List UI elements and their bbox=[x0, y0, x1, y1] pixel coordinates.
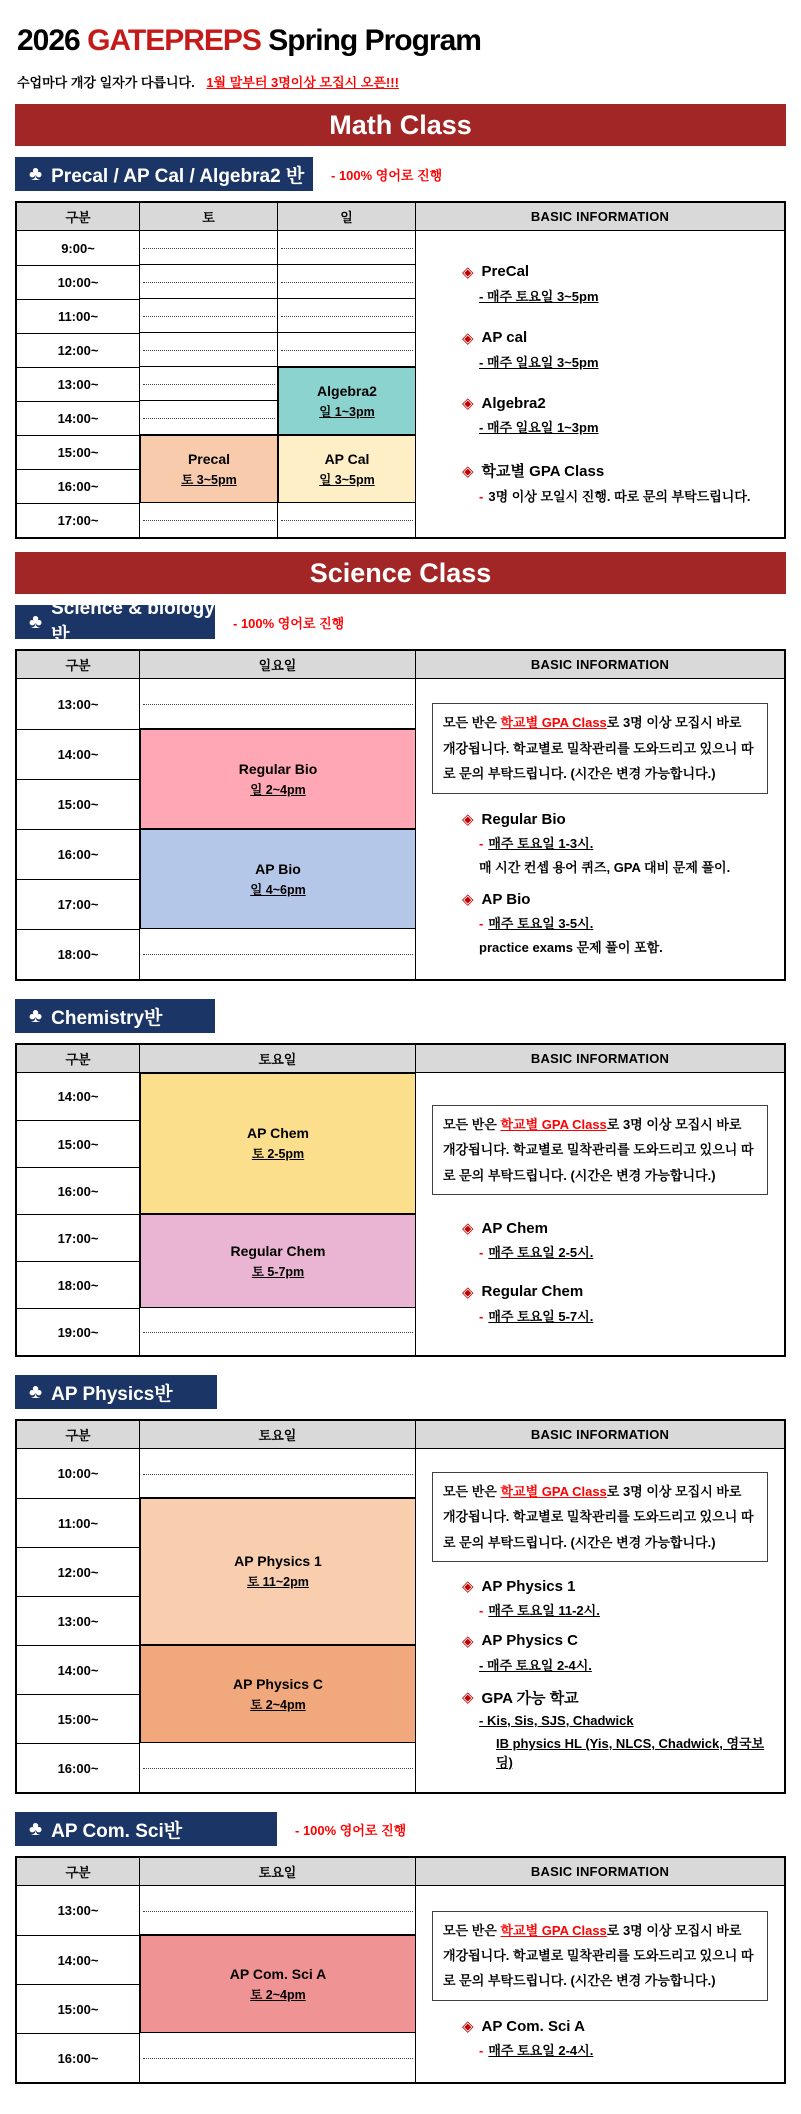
line-text: 매주 토요일 1-3시. bbox=[488, 836, 594, 851]
info-item-name: GPA 가능 학교 bbox=[481, 1689, 579, 1707]
hour-cell: 14:00~ bbox=[17, 1645, 139, 1694]
hour-cell: 12:00~ bbox=[17, 1547, 139, 1596]
class-block-time: 일 4~6pm bbox=[250, 882, 306, 897]
class-block bbox=[278, 435, 416, 503]
science-class-banner: Science Class bbox=[15, 552, 786, 594]
info-item-name: AP Bio bbox=[481, 890, 531, 908]
info-item-title bbox=[462, 263, 770, 281]
class-block-title: Regular Chem bbox=[230, 1242, 326, 1259]
hour-cell: 17:00~ bbox=[17, 503, 139, 537]
gpa-notice-box bbox=[432, 703, 768, 793]
notice-text: 학교별 GPA Class bbox=[500, 715, 607, 731]
table-header-cell-info: BASIC INFORMATION bbox=[530, 1427, 670, 1442]
hour-column bbox=[17, 231, 140, 537]
hour-cell: 14:00~ bbox=[17, 401, 139, 435]
class-block-title: AP Physics C bbox=[232, 1675, 323, 1692]
hour-cell: 10:00~ bbox=[57, 1466, 99, 1481]
section-title: Science & biology반 bbox=[51, 597, 215, 646]
timetable-chemistry bbox=[15, 1043, 786, 1357]
half-hour-dotted-line bbox=[143, 1332, 413, 1333]
section-title-banner bbox=[15, 999, 215, 1033]
info-item-name: AP Physics C bbox=[481, 1632, 578, 1650]
half-hour-dotted-line bbox=[281, 282, 413, 283]
info-item bbox=[462, 1687, 770, 1771]
half-hour-dotted-line bbox=[143, 520, 275, 521]
class-block-title: AP Cal bbox=[324, 450, 370, 467]
info-item-line bbox=[479, 352, 770, 371]
clover-icon: ♣ bbox=[29, 1004, 43, 1027]
info-item-line bbox=[479, 1242, 770, 1261]
line-text: 매주 토요일 5-7시. bbox=[488, 1308, 594, 1324]
info-item bbox=[462, 1632, 770, 1674]
diamond-icon: ◈ bbox=[462, 891, 474, 909]
section-header-math bbox=[15, 157, 786, 191]
table-header-cell-hour: 구분 bbox=[17, 651, 140, 678]
info-item-line bbox=[479, 1600, 770, 1619]
hour-cell: 14:00~ bbox=[57, 1089, 99, 1104]
timetable-comsci bbox=[15, 1856, 786, 2084]
line-text: 매주 토요일 2-4시. bbox=[488, 2043, 594, 2059]
info-item-line bbox=[479, 833, 770, 852]
class-block-title: Precal bbox=[187, 450, 231, 467]
clover-icon: ♣ bbox=[29, 162, 43, 185]
info-item-title bbox=[462, 1632, 770, 1650]
title-rest: Spring Program bbox=[268, 24, 481, 57]
hour-cell: 13:00~ bbox=[17, 1596, 139, 1645]
timetable-physics bbox=[15, 1419, 786, 1794]
clover-icon: ♣ bbox=[29, 1380, 43, 1403]
line-text: practice exams 문제 풀이 포함. bbox=[479, 940, 663, 956]
half-hour-dotted-line bbox=[281, 350, 413, 351]
section-title-banner bbox=[15, 1375, 217, 1409]
red-dash: - bbox=[479, 916, 484, 932]
row-line bbox=[140, 332, 415, 333]
info-item bbox=[462, 1219, 770, 1261]
section-header-physics bbox=[15, 1375, 786, 1409]
notice-text: 로 3명 이상 모집시 바로 개강됩니다. 학교별로 밀착관리를 도와드리고 있으니 따로 문의 부탁드립니다. (시간은 변경 가능합니다.) bbox=[443, 1922, 754, 1989]
hour-cell: 14:00~ bbox=[17, 1935, 139, 1984]
info-item-title bbox=[462, 394, 770, 412]
class-block bbox=[140, 1073, 416, 1214]
red-dash: - bbox=[479, 1603, 484, 1618]
red-dash: - bbox=[479, 2043, 484, 2059]
info-panel bbox=[416, 231, 784, 537]
clover-icon: ♣ bbox=[29, 1817, 43, 1840]
info-item bbox=[462, 2017, 770, 2059]
info-item-line bbox=[479, 286, 770, 305]
table-header-cell-info: BASIC INFORMATION bbox=[530, 1864, 670, 1879]
section-title: Precal / AP Cal / Algebra2 반 bbox=[51, 165, 305, 187]
info-item-name: AP Chem bbox=[481, 1219, 548, 1237]
gpa-notice-box bbox=[432, 1911, 768, 2001]
table-header-cell-day: 토요일 bbox=[140, 1045, 416, 1072]
class-block-title: AP Physics 1 bbox=[234, 1553, 322, 1569]
section-header-chemistry bbox=[15, 999, 786, 1033]
class-block-time: 토 2~4pm bbox=[250, 1697, 306, 1712]
half-hour-dotted-line bbox=[281, 520, 413, 521]
table-header-cell-info: BASIC INFORMATION bbox=[530, 657, 670, 672]
red-dash: - bbox=[479, 1308, 484, 1324]
class-block bbox=[140, 1645, 416, 1743]
info-item bbox=[462, 394, 770, 436]
info-item-line bbox=[479, 2040, 770, 2059]
info-item-name: Regular Bio bbox=[481, 810, 566, 828]
class-block-time: 토 2~4pm bbox=[250, 1987, 306, 2002]
info-item-title bbox=[462, 2017, 770, 2035]
diamond-icon: ◈ bbox=[462, 1220, 474, 1237]
half-hour-dotted-line bbox=[143, 2058, 413, 2059]
info-item-title bbox=[462, 890, 770, 908]
table-header-cell-day: 토요일 bbox=[140, 1858, 416, 1885]
table-header-cell-hour: 구분 bbox=[17, 1421, 140, 1448]
half-hour-dotted-line bbox=[143, 418, 275, 419]
class-block-time: 일 3~5pm bbox=[319, 472, 375, 487]
section-note: - 100% 영어로 진행 bbox=[331, 167, 443, 183]
half-hour-dotted-line bbox=[143, 316, 275, 317]
red-dash: - bbox=[479, 1245, 484, 1260]
info-item-title bbox=[462, 460, 770, 481]
half-hour-dotted-line bbox=[281, 316, 413, 317]
half-hour-dotted-line bbox=[281, 248, 413, 249]
notice-text: 학교별 GPA Class bbox=[500, 1116, 607, 1132]
table-header-cell-day: 토요일 bbox=[140, 1421, 416, 1448]
hour-cell: 16:00~ bbox=[17, 469, 139, 503]
hour-cell: 15:00~ bbox=[17, 779, 139, 829]
row-line bbox=[140, 264, 415, 265]
half-hour-dotted-line bbox=[143, 1768, 413, 1769]
hour-cell: 19:00~ bbox=[17, 1308, 139, 1355]
table-header bbox=[17, 203, 784, 231]
diamond-icon: ◈ bbox=[462, 1632, 474, 1650]
class-block bbox=[140, 729, 416, 829]
section-header-comsci bbox=[15, 1812, 786, 1846]
hour-cell: 18:00~ bbox=[17, 1261, 139, 1308]
info-item bbox=[462, 1577, 770, 1619]
notice-text: 모든 반은 bbox=[443, 1483, 501, 1499]
hour-cell: 11:00~ bbox=[17, 1498, 139, 1547]
hour-cell: 16:00~ bbox=[17, 2033, 139, 2082]
notice-text: 모든 반은 bbox=[443, 1116, 501, 1132]
table-body bbox=[17, 231, 784, 537]
table-header bbox=[17, 651, 784, 679]
hour-cell: 16:00~ bbox=[17, 1743, 139, 1792]
class-block-title: AP Chem bbox=[247, 1125, 309, 1141]
timetable-math bbox=[15, 201, 786, 539]
info-item-line bbox=[479, 486, 770, 505]
class-block bbox=[140, 829, 416, 929]
info-item-line bbox=[496, 1733, 770, 1771]
table-header-cell-hour: 구분 bbox=[17, 1045, 140, 1072]
info-panel bbox=[416, 1449, 784, 1792]
diamond-icon: ◈ bbox=[462, 811, 474, 828]
half-hour-dotted-line bbox=[143, 282, 275, 283]
info-item-line bbox=[479, 937, 770, 956]
hour-cell: 16:00~ bbox=[17, 1167, 139, 1214]
class-block-time: 토 11~2pm bbox=[247, 1575, 309, 1589]
info-panel bbox=[416, 679, 784, 979]
info-item-title bbox=[462, 1283, 770, 1301]
table-body bbox=[17, 679, 784, 979]
schedule-grid bbox=[140, 679, 416, 979]
line-text: 매 시간 컨셉 용어 퀴즈, GPA 대비 문제 풀이. bbox=[479, 860, 731, 875]
notice-text: 학교별 GPA Class bbox=[500, 1483, 607, 1499]
line-text: IB physics HL (Yis, NLCS, Chadwick, 영국보딩) bbox=[496, 1735, 765, 1770]
table-header-cell-info: BASIC INFORMATION bbox=[530, 1051, 670, 1066]
line-text: - 매주 일요일 1~3pm bbox=[479, 420, 599, 436]
table-header-cell-day: 일 bbox=[278, 203, 416, 230]
class-block bbox=[140, 1498, 416, 1645]
hour-cell: 15:00~ bbox=[17, 1694, 139, 1743]
clover-icon: ♣ bbox=[29, 610, 43, 633]
hour-cell: 16:00~ bbox=[17, 829, 139, 879]
table-header bbox=[17, 1858, 784, 1886]
info-item-name: 학교별 GPA Class bbox=[481, 463, 605, 481]
red-dash: - bbox=[479, 489, 484, 505]
class-block-time: 토 5-7pm bbox=[251, 1264, 305, 1279]
math-class-banner: Math Class bbox=[15, 104, 786, 146]
class-block-time: 일 2~4pm bbox=[250, 782, 306, 797]
section-header-biology bbox=[15, 597, 786, 646]
section-title-banner bbox=[15, 1812, 277, 1846]
info-item-line bbox=[479, 857, 770, 876]
diamond-icon: ◈ bbox=[462, 329, 474, 347]
notice-text: 모든 반은 bbox=[443, 715, 501, 731]
info-item-line bbox=[479, 417, 770, 436]
line-text: - 매주 일요일 3~5pm bbox=[479, 354, 599, 370]
diamond-icon: ◈ bbox=[462, 2018, 474, 2036]
table-body bbox=[17, 1073, 784, 1355]
section-title: Chemistry반 bbox=[51, 1007, 163, 1029]
info-item bbox=[462, 1283, 770, 1325]
subtitle-highlight: 1월 말부터 3명이상 모집시 오픈!!! bbox=[206, 75, 399, 90]
info-item-title bbox=[462, 1219, 770, 1237]
section-note: - 100% 영어로 진행 bbox=[233, 615, 345, 631]
hour-cell: 13:00~ bbox=[17, 367, 139, 401]
schedule-grid bbox=[140, 231, 416, 537]
table-header-cell-day: 일요일 bbox=[140, 651, 416, 678]
gpa-notice-box bbox=[432, 1105, 768, 1195]
notice-text: 학교별 GPA Class bbox=[500, 1922, 607, 1938]
subtitle bbox=[17, 72, 784, 91]
timetable-biology bbox=[15, 649, 786, 981]
hour-cell: 9:00~ bbox=[61, 240, 95, 256]
info-item-line bbox=[479, 913, 770, 932]
section-note: - 100% 영어로 진행 bbox=[295, 1822, 407, 1838]
diamond-icon: ◈ bbox=[462, 1689, 474, 1707]
schedule-grid bbox=[140, 1886, 416, 2082]
class-block-title: Algebra2 bbox=[317, 382, 377, 399]
title-year: 2026 bbox=[17, 24, 80, 57]
class-block-time: 토 2-5pm bbox=[251, 1147, 305, 1161]
hour-cell: 13:00~ bbox=[57, 1903, 99, 1918]
schedule-grid bbox=[140, 1073, 416, 1355]
info-item-title bbox=[462, 329, 770, 347]
line-text: - 매주 토요일 3~5pm bbox=[479, 288, 599, 304]
info-item-name: Regular Chem bbox=[481, 1283, 584, 1301]
table-header-cell-info: BASIC INFORMATION bbox=[530, 209, 670, 224]
info-item-name: AP Physics 1 bbox=[481, 1577, 576, 1595]
hour-cell: 13:00~ bbox=[57, 696, 99, 712]
half-hour-dotted-line bbox=[143, 248, 275, 249]
info-item-title bbox=[462, 1687, 770, 1708]
table-body bbox=[17, 1886, 784, 2082]
half-hour-dotted-line bbox=[143, 1911, 413, 1912]
info-item bbox=[462, 890, 770, 956]
line-text: 3명 이상 모일시 진행. 따로 문의 부탁드립니다. bbox=[488, 489, 751, 505]
diamond-icon: ◈ bbox=[462, 462, 474, 480]
info-item-title bbox=[462, 1577, 770, 1595]
info-item-name: PreCal bbox=[481, 263, 530, 281]
class-block-title: AP Bio bbox=[255, 860, 301, 877]
subtitle-text: 수업마다 개강 일자가 다릅니다. bbox=[17, 75, 195, 90]
class-block-time: 일 1~3pm bbox=[319, 404, 375, 419]
hour-cell: 14:00~ bbox=[17, 729, 139, 779]
line-text: 매주 토요일 3-5시. bbox=[488, 916, 594, 932]
info-item-name: AP cal bbox=[481, 329, 528, 347]
gpa-notice-box bbox=[432, 1472, 768, 1562]
half-hour-dotted-line bbox=[143, 384, 275, 385]
half-hour-dotted-line bbox=[143, 954, 413, 955]
hour-cell: 15:00~ bbox=[17, 1120, 139, 1167]
line-text: 매주 토요일 11-2시. bbox=[488, 1603, 600, 1618]
hour-cell: 15:00~ bbox=[17, 435, 139, 469]
class-block-title: Regular Bio bbox=[238, 760, 318, 777]
class-block-time: 토 3~5pm bbox=[181, 472, 237, 487]
hour-cell: 15:00~ bbox=[17, 1984, 139, 2033]
line-text: 매주 토요일 2-5시. bbox=[488, 1245, 594, 1260]
class-block-title: AP Com. Sci A bbox=[229, 1965, 327, 1982]
line-text: - 매주 토요일 2-4시. bbox=[479, 1657, 592, 1673]
hour-column bbox=[17, 1886, 140, 2082]
section-title: AP Physics반 bbox=[51, 1383, 173, 1405]
page-title bbox=[17, 24, 784, 58]
section-title: AP Com. Sci반 bbox=[51, 1820, 183, 1842]
hour-cell: 17:00~ bbox=[17, 879, 139, 929]
info-panel bbox=[416, 1073, 784, 1355]
section-title-banner bbox=[15, 157, 313, 191]
info-item bbox=[462, 810, 770, 876]
notice-text: 로 3명 이상 모집시 바로 개강됩니다. 학교별로 밀착관리를 도와드리고 있으니 따로 문의 부탁드립니다. (시간은 변경 가능합니다.) bbox=[443, 1116, 754, 1183]
hour-column bbox=[17, 679, 140, 979]
info-item bbox=[462, 329, 770, 371]
row-line bbox=[140, 298, 415, 299]
class-block bbox=[140, 1935, 416, 2033]
class-block bbox=[278, 367, 416, 435]
diamond-icon: ◈ bbox=[462, 1283, 474, 1301]
red-dash: - bbox=[479, 836, 484, 851]
hour-cell: 10:00~ bbox=[17, 265, 139, 299]
table-body bbox=[17, 1449, 784, 1792]
table-header-cell-day: 토 bbox=[140, 203, 278, 230]
hour-cell: 18:00~ bbox=[17, 929, 139, 979]
class-block bbox=[140, 435, 278, 503]
info-panel bbox=[416, 1886, 784, 2082]
info-item-line bbox=[479, 1655, 770, 1674]
info-item-line bbox=[479, 1713, 770, 1728]
half-hour-dotted-line bbox=[143, 1474, 413, 1475]
diamond-icon: ◈ bbox=[462, 263, 474, 281]
table-header-cell-hour: 구분 bbox=[17, 203, 140, 230]
notice-text: 로 3명 이상 모집시 바로 개강됩니다. 학교별로 밀착관리를 도와드리고 있으니 따로 문의 부탁드립니다. (시간은 변경 가능합니다.) bbox=[443, 715, 754, 782]
title-brand: GATEPREPS bbox=[87, 24, 261, 57]
info-item bbox=[462, 263, 770, 305]
info-item-name: AP Com. Sci A bbox=[481, 2017, 585, 2035]
table-header-cell-hour: 구분 bbox=[17, 1858, 140, 1885]
half-hour-dotted-line bbox=[143, 704, 413, 705]
section-title-banner bbox=[15, 597, 215, 646]
table-header bbox=[17, 1421, 784, 1449]
hour-cell: 12:00~ bbox=[17, 333, 139, 367]
class-block bbox=[140, 1214, 416, 1308]
info-item bbox=[462, 460, 770, 505]
notice-text: 로 3명 이상 모집시 바로 개강됩니다. 학교별로 밀착관리를 도와드리고 있으니 따로 문의 부탁드립니다. (시간은 변경 가능합니다.) bbox=[443, 1483, 754, 1550]
hour-column bbox=[17, 1073, 140, 1355]
info-item-name: Algebra2 bbox=[481, 394, 546, 412]
schedule-grid bbox=[140, 1449, 416, 1792]
info-item-line bbox=[479, 1306, 770, 1325]
table-header bbox=[17, 1045, 784, 1073]
diamond-icon: ◈ bbox=[462, 395, 474, 413]
info-item-title bbox=[462, 810, 770, 828]
half-hour-dotted-line bbox=[143, 350, 275, 351]
hour-column bbox=[17, 1449, 140, 1792]
diamond-icon: ◈ bbox=[462, 1578, 474, 1595]
line-text: - Kis, Sis, SJS, Chadwick bbox=[479, 1712, 634, 1728]
hour-cell: 17:00~ bbox=[17, 1214, 139, 1261]
hour-cell: 11:00~ bbox=[17, 299, 139, 333]
notice-text: 모든 반은 bbox=[443, 1922, 501, 1938]
